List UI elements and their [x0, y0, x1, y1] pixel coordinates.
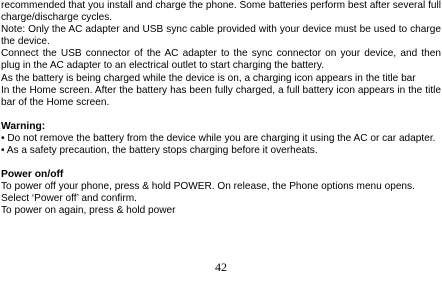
- page-number: 42: [215, 260, 227, 274]
- document-page: [1, 0, 441, 218]
- paragraph-gap: [1, 157, 441, 169]
- paragraph-gap: [1, 109, 441, 121]
- full-icon-paragraph: In the Home screen. After the battery has been fully charged, a full battery icon appears in the title bar of the Home screen.: [1, 84, 441, 108]
- warning-item-remove-battery: • Do not remove the battery from the device while you are charging it using the AC or car adapter.: [1, 132, 436, 144]
- power-off-line: To power off your phone, press & hold POWER. On release, the Phone options menu opens.: [1, 181, 415, 193]
- intro-paragraph: recommended that you install and charge the phone. Some batteries perform best after several full charge/discharge cycles.: [1, 0, 441, 24]
- charging-icon-paragraph: As the battery is being charged while the device is on, a charging icon appears in the title bar: [1, 72, 416, 84]
- warning-item-overheat: • As a safety precaution, the battery stops charging before it overheats.: [1, 145, 318, 157]
- power-confirm-line: Select ‘Power off’ and confirm.: [1, 193, 137, 205]
- power-heading: Power on/off: [1, 169, 64, 181]
- power-on-line: To power on again, press & hold power: [1, 205, 176, 217]
- note-paragraph: Note: Only the AC adapter and USB sync cable provided with your device must be used to charge the device.: [1, 24, 441, 48]
- warning-heading: Warning:: [1, 120, 46, 132]
- connect-paragraph: Connect the USB connector of the AC adapter to the sync connector on your device, and then plug in the AC adapter to an electrical outlet to start charging the battery.: [1, 48, 441, 72]
